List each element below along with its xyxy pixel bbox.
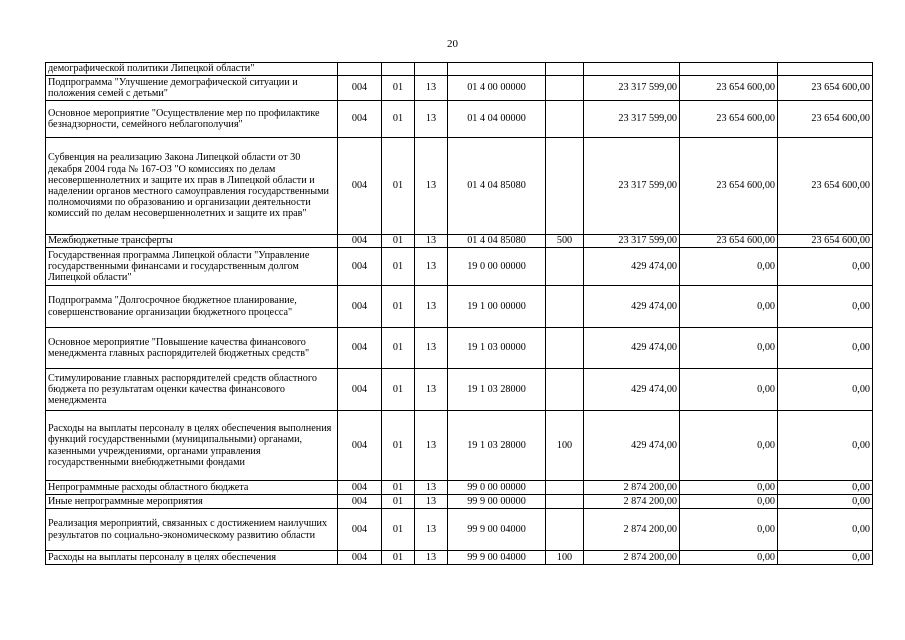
ministry-code: 004: [338, 76, 382, 101]
amount-year-1: 2 874 200,00: [584, 551, 680, 565]
expense-type-code: [546, 101, 584, 138]
amount-year-2: 23 654 600,00: [680, 76, 778, 101]
amount-year-3: 23 654 600,00: [778, 235, 873, 248]
section-code: 01: [382, 481, 415, 495]
section-code: 01: [382, 138, 415, 235]
expense-type-code: [546, 328, 584, 369]
ministry-code: 004: [338, 481, 382, 495]
target-article-code: 01 4 00 00000: [448, 76, 546, 101]
subsection-code: 13: [415, 101, 448, 138]
ministry-code: [338, 63, 382, 76]
amount-year-1: 429 474,00: [584, 248, 680, 286]
target-article-code: 19 1 03 00000: [448, 328, 546, 369]
amount-year-2: 0,00: [680, 369, 778, 411]
amount-year-3: 0,00: [778, 551, 873, 565]
expense-type-code: 100: [546, 411, 584, 481]
amount-year-2: 23 654 600,00: [680, 235, 778, 248]
table-row: [46, 411, 873, 481]
amount-year-3: 23 654 600,00: [778, 76, 873, 101]
amount-year-3: 0,00: [778, 369, 873, 411]
amount-year-2: 0,00: [680, 495, 778, 509]
amount-year-1: 23 317 599,00: [584, 235, 680, 248]
subsection-code: 13: [415, 481, 448, 495]
target-article-code: 01 4 04 85080: [448, 235, 546, 248]
amount-year-1: 23 317 599,00: [584, 138, 680, 235]
table-body: [46, 63, 873, 565]
amount-year-3: 0,00: [778, 495, 873, 509]
amount-year-1: 2 874 200,00: [584, 509, 680, 551]
table-row: [46, 286, 873, 328]
amount-year-1: [584, 63, 680, 76]
expense-type-code: 100: [546, 551, 584, 565]
amount-year-2: 0,00: [680, 481, 778, 495]
row-name: Непрограммные расходы областного бюджета: [46, 481, 338, 495]
target-article-code: [448, 63, 546, 76]
expense-type-code: [546, 63, 584, 76]
table-row: [46, 495, 873, 509]
section-code: [382, 63, 415, 76]
amount-year-2: 0,00: [680, 328, 778, 369]
ministry-code: 004: [338, 411, 382, 481]
amount-year-3: [778, 63, 873, 76]
section-code: 01: [382, 248, 415, 286]
expense-type-code: 500: [546, 235, 584, 248]
target-article-code: 19 1 00 00000: [448, 286, 546, 328]
row-name: Подпрограмма "Долгосрочное бюджетное планирование, совершенствование организации бюджетного процесса": [46, 286, 338, 328]
section-code: 01: [382, 495, 415, 509]
table-row: [46, 551, 873, 565]
amount-year-2: 0,00: [680, 286, 778, 328]
table-row: [46, 138, 873, 235]
table-row: [46, 509, 873, 551]
ministry-code: 004: [338, 101, 382, 138]
row-name: Стимулирование главных распорядителей средств областного бюджета по результатам оценки качества финансового менеджмента: [46, 369, 338, 411]
expense-type-code: [546, 138, 584, 235]
row-name: демографической политики Липецкой области": [46, 63, 338, 76]
row-name: Расходы на выплаты персоналу в целях обеспечения выполнения функций государственными (муниципальными) органами, казенными учреждениями, органами управления государственными внебюджетными фондами: [46, 411, 338, 481]
row-name: Расходы на выплаты персоналу в целях обеспечения: [46, 551, 338, 565]
amount-year-1: 429 474,00: [584, 369, 680, 411]
amount-year-2: 23 654 600,00: [680, 138, 778, 235]
subsection-code: 13: [415, 495, 448, 509]
amount-year-1: 429 474,00: [584, 328, 680, 369]
amount-year-2: [680, 63, 778, 76]
section-code: 01: [382, 328, 415, 369]
table-row: [46, 101, 873, 138]
section-code: 01: [382, 235, 415, 248]
ministry-code: 004: [338, 369, 382, 411]
target-article-code: 99 9 00 00000: [448, 495, 546, 509]
subsection-code: 13: [415, 76, 448, 101]
amount-year-2: 0,00: [680, 509, 778, 551]
amount-year-1: 23 317 599,00: [584, 101, 680, 138]
row-name: Иные непрограммные мероприятия: [46, 495, 338, 509]
amount-year-1: 2 874 200,00: [584, 481, 680, 495]
target-article-code: 99 9 00 04000: [448, 551, 546, 565]
section-code: 01: [382, 369, 415, 411]
ministry-code: 004: [338, 509, 382, 551]
amount-year-2: 23 654 600,00: [680, 101, 778, 138]
row-name: Субвенция на реализацию Закона Липецкой области от 30 декабря 2004 года № 167-ОЗ "О комиссиях по делам несовершеннолетних и защите их прав в Липецкой области и наделении органов местного самоуправления государственными полномочиями по образованию и организации деятельности комиссий по делам несовершеннолетних и защите их прав": [46, 138, 338, 235]
amount-year-3: 23 654 600,00: [778, 138, 873, 235]
expense-type-code: [546, 495, 584, 509]
amount-year-3: 23 654 600,00: [778, 101, 873, 138]
expense-type-code: [546, 76, 584, 101]
subsection-code: [415, 63, 448, 76]
subsection-code: 13: [415, 369, 448, 411]
row-name: Основное мероприятие "Повышение качества финансового менеджмента главных распорядителей бюджетных средств": [46, 328, 338, 369]
amount-year-2: 0,00: [680, 551, 778, 565]
section-code: 01: [382, 411, 415, 481]
subsection-code: 13: [415, 235, 448, 248]
subsection-code: 13: [415, 138, 448, 235]
ministry-code: 004: [338, 495, 382, 509]
section-code: 01: [382, 551, 415, 565]
row-name: Государственная программа Липецкой области "Управление государственными финансами и государственным долгом Липецкой области": [46, 248, 338, 286]
subsection-code: 13: [415, 411, 448, 481]
row-name: Межбюджетные трансферты: [46, 235, 338, 248]
amount-year-1: 429 474,00: [584, 286, 680, 328]
ministry-code: 004: [338, 235, 382, 248]
amount-year-2: 0,00: [680, 411, 778, 481]
page-number: 20: [447, 38, 458, 50]
amount-year-1: 23 317 599,00: [584, 76, 680, 101]
table-row: [46, 76, 873, 101]
subsection-code: 13: [415, 509, 448, 551]
subsection-code: 13: [415, 328, 448, 369]
section-code: 01: [382, 76, 415, 101]
section-code: 01: [382, 286, 415, 328]
expense-type-code: [546, 369, 584, 411]
ministry-code: 004: [338, 551, 382, 565]
amount-year-3: 0,00: [778, 509, 873, 551]
amount-year-3: 0,00: [778, 411, 873, 481]
subsection-code: 13: [415, 286, 448, 328]
amount-year-2: 0,00: [680, 248, 778, 286]
section-code: 01: [382, 509, 415, 551]
expense-type-code: [546, 248, 584, 286]
row-name: Реализация мероприятий, связанных с достижением наилучших результатов по социально-экономическому развитию области: [46, 509, 338, 551]
ministry-code: 004: [338, 248, 382, 286]
row-name: Подпрограмма "Улучшение демографической ситуации и положения семей с детьми": [46, 76, 338, 101]
table-row: [46, 481, 873, 495]
amount-year-3: 0,00: [778, 286, 873, 328]
expense-type-code: [546, 286, 584, 328]
amount-year-3: 0,00: [778, 481, 873, 495]
expense-type-code: [546, 481, 584, 495]
subsection-code: 13: [415, 551, 448, 565]
table-row: [46, 369, 873, 411]
target-article-code: 19 0 00 00000: [448, 248, 546, 286]
table-row: [46, 248, 873, 286]
budget-table: [45, 62, 873, 565]
ministry-code: 004: [338, 328, 382, 369]
ministry-code: 004: [338, 138, 382, 235]
table-row: [46, 235, 873, 248]
target-article-code: 19 1 03 28000: [448, 411, 546, 481]
target-article-code: 01 4 04 00000: [448, 101, 546, 138]
ministry-code: 004: [338, 286, 382, 328]
amount-year-1: 2 874 200,00: [584, 495, 680, 509]
table-row: [46, 63, 873, 76]
amount-year-3: 0,00: [778, 328, 873, 369]
expense-type-code: [546, 509, 584, 551]
section-code: 01: [382, 101, 415, 138]
row-name: Основное мероприятие "Осуществление мер по профилактике безнадзорности, семейного неблагополучия": [46, 101, 338, 138]
target-article-code: 19 1 03 28000: [448, 369, 546, 411]
subsection-code: 13: [415, 248, 448, 286]
target-article-code: 99 9 00 04000: [448, 509, 546, 551]
amount-year-3: 0,00: [778, 248, 873, 286]
table-row: [46, 328, 873, 369]
amount-year-1: 429 474,00: [584, 411, 680, 481]
target-article-code: 99 0 00 00000: [448, 481, 546, 495]
target-article-code: 01 4 04 85080: [448, 138, 546, 235]
